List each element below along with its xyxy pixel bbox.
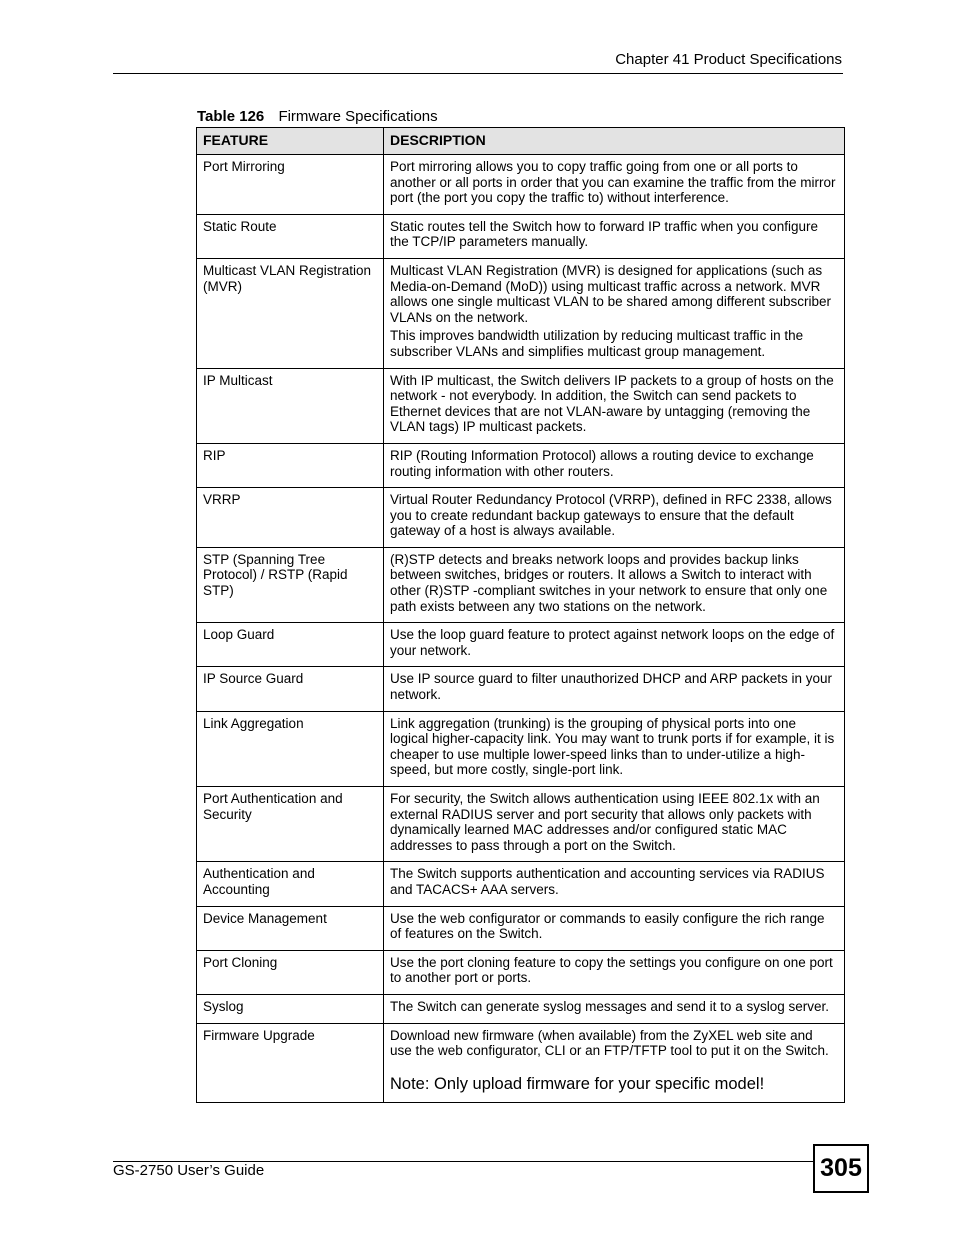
page-number: 305 [813,1144,869,1193]
description-paragraph: The Switch can generate syslog messages and send it to a syslog server. [390,998,829,1014]
table-row [197,547,845,622]
table-header-row [197,128,845,155]
description-paragraph: Download new firmware (when available) from the ZyXEL web site and use the web configurator, CLI or an FTP/TFTP tool to put it on the Switch. [390,1027,829,1059]
table-row [197,1023,845,1102]
feature-cell: Authentication and Accounting [197,862,384,906]
description-paragraph: Use the port cloning feature to copy the settings you configure on one port to another port or ports. [390,954,833,986]
feature-cell: IP Multicast [197,368,384,443]
table-row [197,994,845,1023]
guide-title: GS-2750 User’s Guide [113,1162,265,1179]
description-cell [384,623,845,667]
description-paragraph: Use the loop guard feature to protect against network loops on the edge of your network. [390,627,835,658]
description-paragraph: Port mirroring allows you to copy traffic going from one or all ports to another or all ports in order that you can examine the traffic from the mirror port (the port you copy the traffic to) without interference. [390,159,836,206]
table-row [197,155,845,215]
table-row [197,862,845,906]
description-paragraph: Virtual Router Redundancy Protocol (VRRP), defined in RFC 2338, allows you to create redundant backup gateways to ensure that the default gateway of a host is always available. [390,492,832,539]
description-paragraph: RIP (Routing Information Protocol) allows a routing device to exchange routing information with other routers. [390,447,814,479]
feature-cell: Port Mirroring [197,155,384,215]
feature-cell: VRRP [197,488,384,548]
description-cell [384,994,845,1023]
table-body [197,155,845,1103]
description-paragraph: Link aggregation (trunking) is the grouping of physical ports into one logical higher-capacity link. You may want to trunk ports if for example, it is cheaper to use multiple lower-speed links than to under-utilize a high-speed, but more costly, single-port link. [390,715,835,778]
table-row [197,667,845,711]
description-cell [384,443,845,487]
table-row [197,950,845,994]
feature-cell: RIP [197,443,384,487]
description-cell [384,950,845,994]
feature-cell: Port Cloning [197,950,384,994]
description-cell [384,1023,845,1102]
firmware-specifications-table [196,127,845,1103]
description-paragraph: This improves bandwidth utilization by reducing multicast traffic in the subscriber VLANs and simplifies multicast group management. [390,328,804,359]
feature-cell: Device Management [197,906,384,950]
description-paragraph: (R)STP detects and breaks network loops and provides backup links between switches, bridges or routers. It allows a Switch to interact with other (R)STP -compliant switches in your network to ensure that only one path exists between any two stations on the network. [390,551,828,614]
description-cell [384,488,845,548]
column-header-description: DESCRIPTION [384,128,845,155]
feature-cell: Link Aggregation [197,711,384,786]
description-cell [384,862,845,906]
table-row [197,711,845,786]
description-paragraph: Multicast VLAN Registration (MVR) is designed for applications (such as Media-on-Demand (MoD)) using multicast traffic across a network. MVR allows one single multicast VLAN to be shared among different subscriber VLANs on the network. [390,262,831,325]
feature-cell: IP Source Guard [197,667,384,711]
description-paragraph: The Switch supports authentication and accounting services via RADIUS and TACACS+ AAA servers. [390,866,825,897]
table-row [197,368,845,443]
description-paragraph: For security, the Switch allows authentication using IEEE 802.1x with an external RADIUS server and port security that allows only packets with dynamically learned MAC addresses and/or configured static MAC addresses to pass through a port on the Switch. [390,791,820,853]
table-row [197,443,845,487]
description-paragraph: Use IP source guard to filter unauthorized DHCP and ARP packets in your network. [390,671,832,703]
description-paragraph: Static routes tell the Switch how to forward IP traffic when you configure the TCP/IP parameters manually. [390,218,818,250]
feature-cell: STP (Spanning Tree Protocol) / RSTP (Rapid STP) [197,547,384,622]
description-cell [384,155,845,215]
table-row [197,258,845,368]
description-cell [384,787,845,862]
feature-cell: Loop Guard [197,623,384,667]
table-row [197,623,845,667]
table-row [197,488,845,548]
table-number: Table 126 [197,108,265,125]
note-text: Note: Only upload firmware for your specific model! [390,1074,765,1093]
table-title: Firmware Specifications [278,108,438,125]
description-cell [384,667,845,711]
table-row [197,214,845,258]
description-cell [384,214,845,258]
description-paragraph: With IP multicast, the Switch delivers IP packets to a group of hosts on the network - not everybody. In addition, the Switch can send packets to Ethernet devices that are not VLAN-aware by untagging (removing the VLAN tags) IP multicast packets. [390,372,834,435]
column-header-feature: FEATURE [197,128,384,155]
table-caption [197,108,438,126]
description-cell [384,906,845,950]
feature-cell: Port Authentication and Security [197,787,384,862]
feature-cell: Static Route [197,214,384,258]
description-cell [384,258,845,368]
description-cell [384,368,845,443]
header-rule [113,73,843,74]
feature-cell: Multicast VLAN Registration (MVR) [197,258,384,368]
table-row [197,906,845,950]
description-cell [384,547,845,622]
feature-cell: Firmware Upgrade [197,1023,384,1102]
description-cell [384,711,845,786]
chapter-header: Chapter 41 Product Specifications [615,51,842,68]
feature-cell: Syslog [197,994,384,1023]
description-paragraph: Use the web configurator or commands to easily configure the rich range of features on the Switch. [390,910,825,942]
table-row [197,787,845,862]
